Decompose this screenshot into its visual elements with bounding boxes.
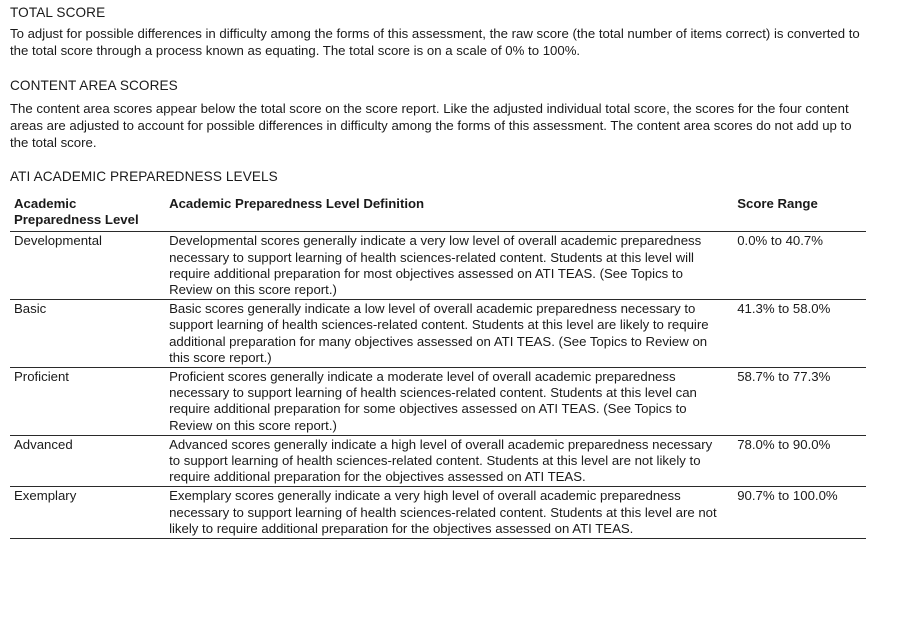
table-row <box>10 232 866 300</box>
table-row <box>10 487 866 539</box>
level-definition: Proficient scores generally indicate a moderate level of overall academic preparedness necessary to support learning of health sciences-related content. Students at this level can require additional preparation for some objectives assessed on ATI TEAS. (See Topics to Review on this score report.) <box>169 369 697 433</box>
level-name: Proficient <box>14 369 69 385</box>
level-definition: Advanced scores generally indicate a high level of overall academic preparedness necessary to support learning of health sciences-related content. Students at this level are not likely to require additional preparation for the objectives assessed on ATI TEAS. <box>169 436 713 485</box>
preparedness-levels-heading: ATI ACADEMIC PREPAREDNESS LEVELS <box>10 169 278 184</box>
level-name: Advanced <box>14 436 73 452</box>
level-column-header: Academic Preparedness Level <box>14 196 139 228</box>
table-header-row <box>10 193 866 232</box>
level-definition: Developmental scores generally indicate a very low level of overall academic preparedness necessary to support learning of health sciences-related content. Students at this level will require additional preparation for most objectives assessed on ATI TEAS. (See Topics to Review on this score report.) <box>169 233 702 298</box>
table-row <box>10 300 866 368</box>
score-range: 41.3% to 58.0% <box>737 301 831 317</box>
table-row <box>10 435 866 487</box>
definition-column-header: Academic Preparedness Level Definition <box>169 196 425 211</box>
level-name: Basic <box>14 301 47 317</box>
level-name: Exemplary <box>14 488 77 504</box>
total-score-description: To adjust for possible differences in difficulty among the forms of this assessment, the raw score (the total number of items correct) is converted to the total score through a process known as equating. The total score is on a scale of 0% to 100%. <box>10 26 860 58</box>
table-row <box>10 368 866 436</box>
score-range: 78.0% to 90.0% <box>737 436 831 452</box>
score-range: 0.0% to 40.7% <box>737 233 823 249</box>
score-range: 90.7% to 100.0% <box>737 488 838 504</box>
level-definition: Basic scores generally indicate a low level of overall academic preparedness necessary to support learning of health sciences-related content. Students at this level are likely to require additional preparation for many objectives assessed on ATI TEAS. (See Topics to Review on this score report.) <box>169 301 709 365</box>
content-area-heading: CONTENT AREA SCORES <box>10 78 178 93</box>
total-score-heading: TOTAL SCORE <box>10 5 106 20</box>
score-range: 58.7% to 77.3% <box>737 369 831 385</box>
preparedness-levels-table <box>10 193 866 539</box>
level-name: Developmental <box>14 233 102 249</box>
level-definition: Exemplary scores generally indicate a very high level of overall academic preparedness necessary to support learning of health sciences-related content. Students at this level are not likely to require additional preparation for the objectives assessed on ATI TEAS. <box>169 488 717 536</box>
range-column-header: Score Range <box>737 196 818 211</box>
content-area-description: The content area scores appear below the total score on the score report. Like the adjusted individual total score, the scores for the four content areas are adjusted to account for possible differences in difficulty among the forms of this assessment. The content area scores do not add up to the total score. <box>10 101 852 150</box>
